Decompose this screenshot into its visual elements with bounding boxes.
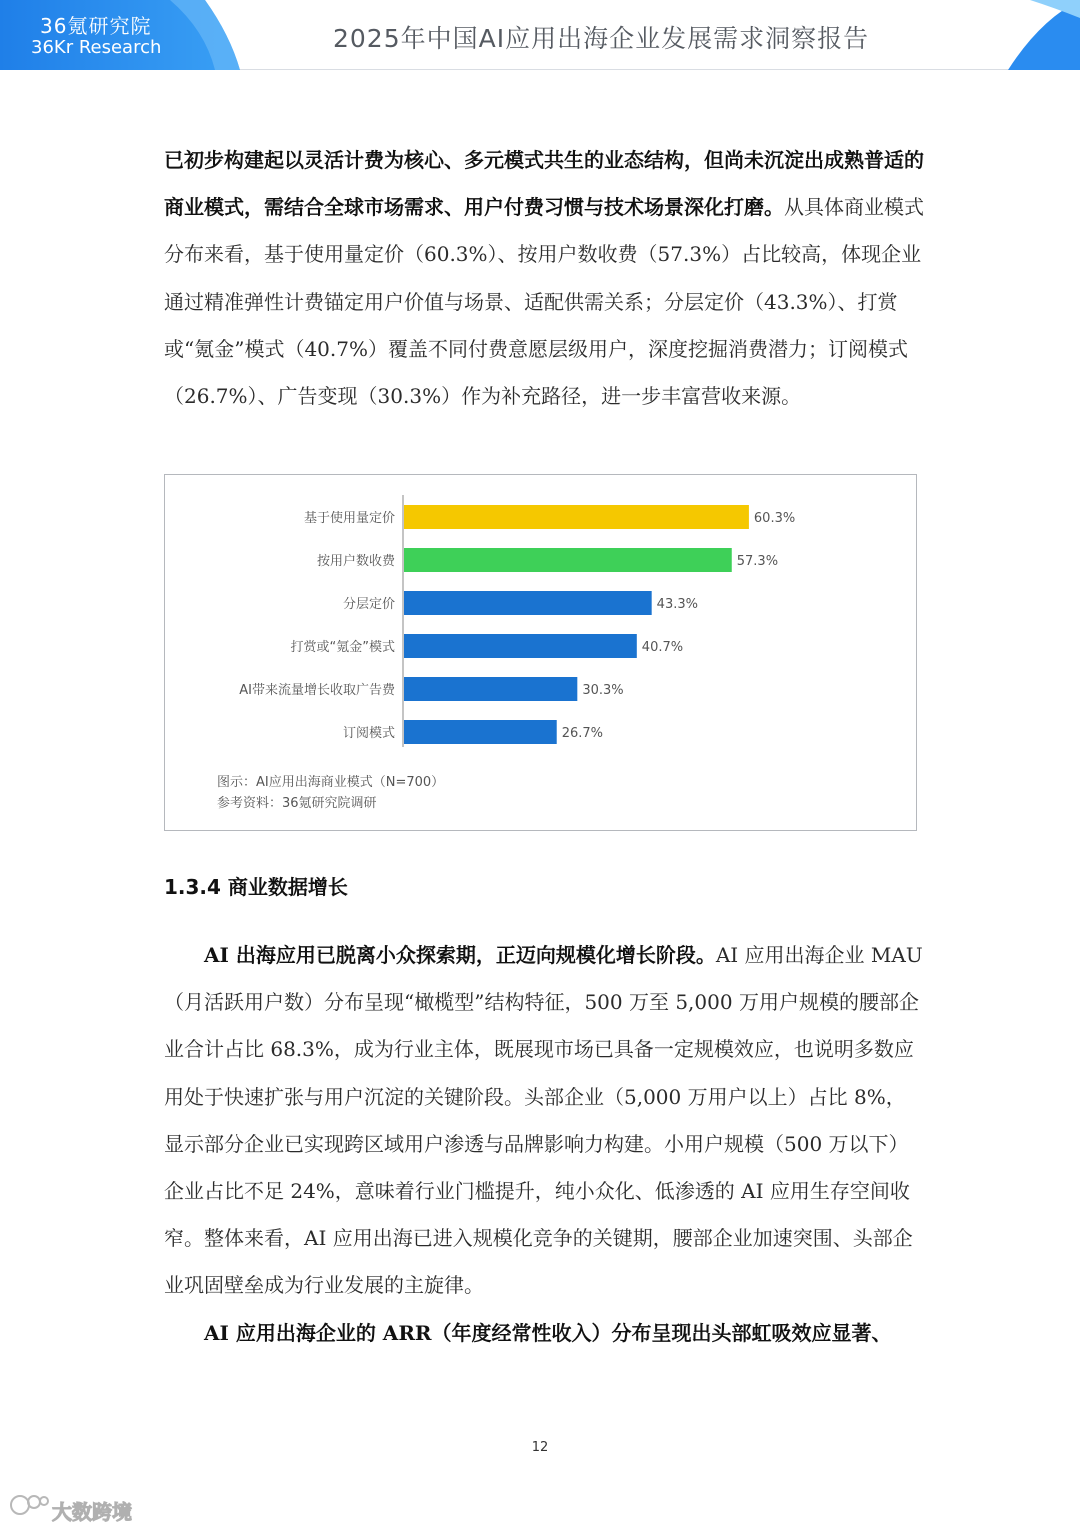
paragraph-bold-lead: AI 出海应用已脱离小众探索期，正迈向规模化增长阶段。 xyxy=(204,943,716,967)
chart-data-label: 57.3% xyxy=(736,554,779,569)
brand-name-cn: 36氪研究院 xyxy=(40,14,152,38)
watermark-logo-icon xyxy=(8,1492,52,1518)
paragraph-body: AI 应用出海企业 MAU（月活跃用户数）分布呈现“橄榄型”结构特征，500 万至 5,000 万用户规模的腰部企业合计占比 68.3%，成为行业主体，既展现市场已具备一定规模效应，也说明多数应用处于快速扩张与用户沉淀的关键阶段。头部企业（5,000 万用户以上）占比 8%，显示部分企业已实现跨区域用户渗透与品牌影响力构建。小用户规模（500 万以下）企业占比不足 24%，意味着行业门槛提升，纯小众化、低渗透的 AI 应用生存空间收窄。整体来看，AI 应用出海已进入规模化竞争的关键期，腰部企业加速突围、头部企业巩固壁垒成为行业发展的主旋律。 xyxy=(164,943,923,1298)
section-heading: 1.3.4 商业数据增长 xyxy=(164,875,348,899)
chart-data-label: 30.3% xyxy=(582,683,624,698)
chart-data-label: 60.3% xyxy=(753,511,796,526)
chart-bar xyxy=(404,591,652,615)
report-title: 2025年中国AI应用出海企业发展需求洞察报告 xyxy=(333,24,870,53)
chart-category-label: 打赏或“氪金”模式 xyxy=(290,640,395,655)
page-number: 12 xyxy=(531,1440,549,1455)
watermark-text: 大数跨境 xyxy=(52,1500,132,1524)
chart-caption: 图示：AI应用出海商业模式（N=700） xyxy=(217,775,445,790)
chart-category-label: AI带来流量增长收取广告费 xyxy=(239,683,395,698)
paragraph-arr xyxy=(164,1310,924,1357)
chart-data-label: 43.3% xyxy=(656,597,698,612)
chart-category-label: 订阅模式 xyxy=(342,726,395,741)
chart-category-label: 分层定价 xyxy=(342,597,395,612)
chart-bar xyxy=(404,634,637,658)
page-header xyxy=(0,0,1080,70)
chart-bar xyxy=(404,548,732,572)
paragraph-bold-lead: AI 应用出海企业的 ARR（年度经常性收入）分布呈现出头部虹吸效应显著、 xyxy=(204,1321,892,1345)
chart-data-label: 40.7% xyxy=(641,640,684,655)
paragraph-business-models xyxy=(164,137,924,420)
chart-bar xyxy=(404,677,577,701)
chart-category-label: 基于使用量定价 xyxy=(303,511,395,526)
brand-name-en: 36Kr Research xyxy=(31,37,162,58)
chart-bar xyxy=(404,720,557,744)
brand-logo-block xyxy=(0,0,240,70)
chart-source: 参考资料：36氪研究院调研 xyxy=(217,796,377,811)
chart-bar xyxy=(404,505,749,529)
chart-category-label: 按用户数收费 xyxy=(316,554,395,569)
corner-decoration xyxy=(1000,0,1080,70)
chart-data-label: 26.7% xyxy=(561,726,604,741)
paragraph-growth xyxy=(164,932,924,1310)
chart-container xyxy=(164,474,917,831)
paragraph-bold-lead: 已初步构建起以灵活计费为核心、多元模式共生的业态结构，但尚未沉淀出成熟普适的商业模式，需结合全球市场需求、用户付费习惯与技术场景深化打磨。 xyxy=(164,148,924,220)
paragraph-body: 从具体商业模式分布来看，基于使用量定价（60.3%）、按用户数收费（57.3%）占比较高，体现企业通过精准弹性计费锚定用户价值与场景、适配供需关系；分层定价（43.3%）、打赏或“氪金”模式（40.7%）覆盖不同付费意愿层级用户，深度挖掘消费潜力；订阅模式（26.7%）、广告变现（30.3%）作为补充路径，进一步丰富营收来源。 xyxy=(164,195,924,409)
